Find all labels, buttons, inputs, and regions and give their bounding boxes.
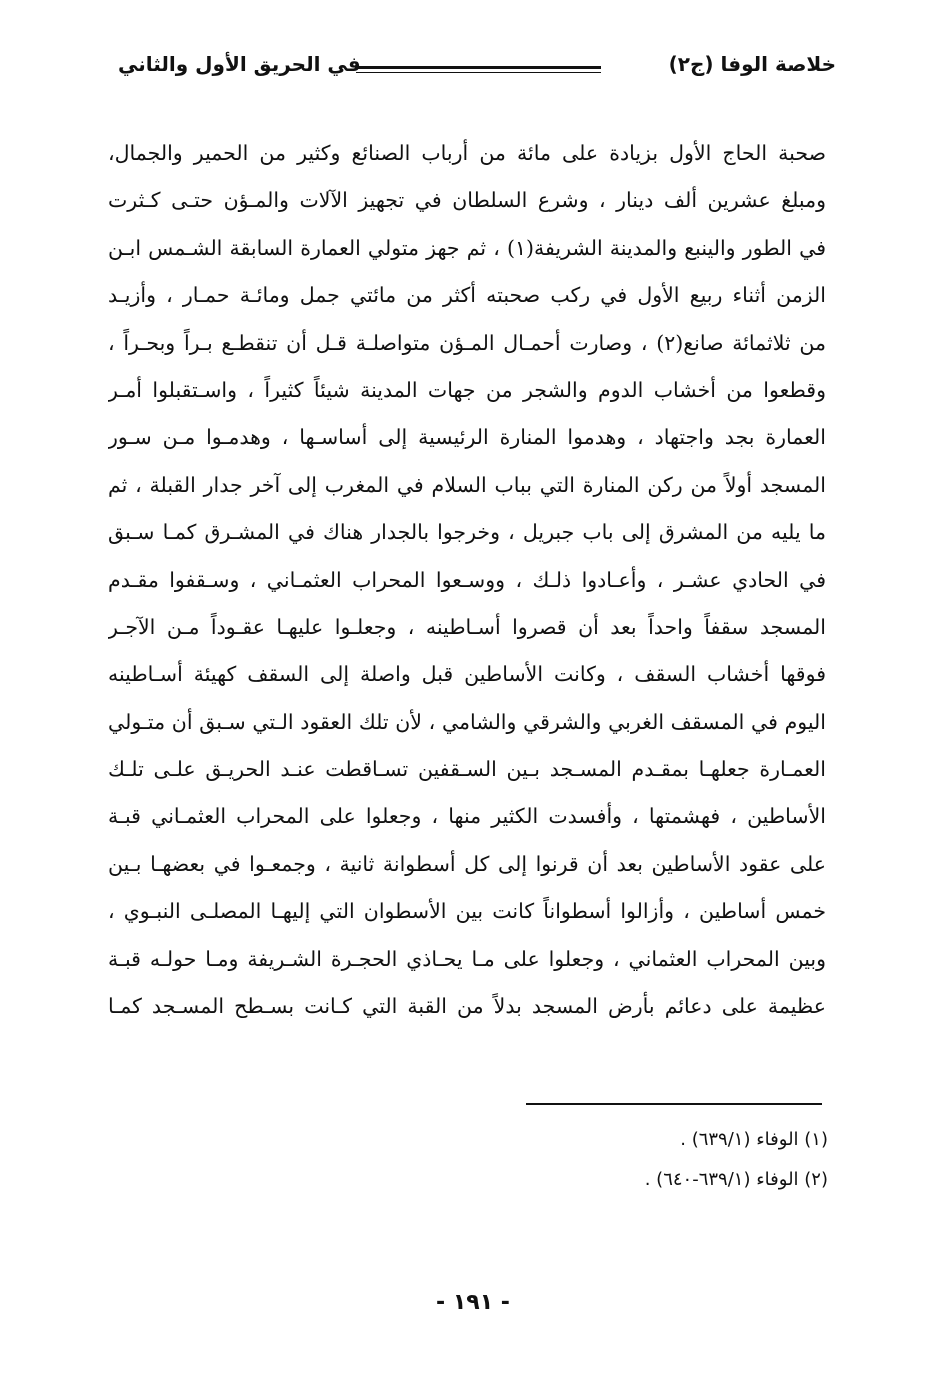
body-line: على عقود الأساطين بعد أن قرنوا إلى كل أسطوانة ثانية ، وجمعـوا في بعضهـا بـين xyxy=(108,851,826,876)
body-line: ومبلغ عشرين ألف دينار ، وشرع السلطان في تجهيز الآلات والمـؤن حتـى كـثرت xyxy=(108,188,826,213)
body-line: العمـارة جعلهـا بمقـدم المسـجد بـين السـقفين تسـاقطت عنـد الحريـق علـى تلـك xyxy=(108,757,826,782)
body-line: اليوم في المسقف الغربي والشرقي والشامي ، لأن تلك العقود الـتي سـبق أن متـولي xyxy=(108,709,826,734)
body-text xyxy=(108,130,826,1030)
footnotes xyxy=(645,1120,828,1200)
body-line: في الطور والينبع والمدينة الشريفة(١) ، ثم جهز متولي العمارة السابقة الشـمس ابـن xyxy=(108,235,826,260)
body-line: العمارة بجد واجتهاد ، وهدموا المنارة الرئيسية إلى أساسـها ، وهدمـوا مـن سـور xyxy=(108,425,826,450)
footnote-separator xyxy=(526,1103,822,1105)
header-rule xyxy=(356,66,601,69)
body-line: الزمن أثناء ربيع الأول في ركب صحبته أكثر من مائتي جمل ومائـة حمـار ، وأزيـد xyxy=(108,283,826,308)
body-line: خمس أساطين ، وأزالوا أسطواناً كانت بين الأسطوان التي إليهـا المصلـى النبـوي ، xyxy=(108,899,826,924)
header-title: خلاصة الوفا (ج٢) xyxy=(668,52,836,76)
body-line: المسجد سقفاً واحداً بعد أن قصروا أسـاطينه ، وجعلـوا عليهـا عقـوداً مـن الآجـر xyxy=(108,614,826,639)
body-line: ما يليه من المشرق إلى باب جبريل ، وخرجوا بالجدار هناك في المشـرق كمـا سـبق xyxy=(108,520,826,545)
body-line: وقطعوا من أخشاب الدوم والشجر من جهات المدينة شيئاً كثيراً ، واسـتقبلوا أمـر xyxy=(108,377,826,402)
body-line: وبين المحراب العثماني ، وجعلوا على مـا يحـاذي الحجـرة الشـريفة ومـا حولـه قبـة xyxy=(108,946,826,971)
body-line: المسجد أولاً من ركن المنارة التي بباب السلام في المغرب إلى آخر جدار القبلة ، ثم xyxy=(108,472,826,497)
body-line: فوقها أخشاب السقف ، وكانت الأساطين قبل واصلة إلى السقف كهيئة أسـاطينه xyxy=(108,662,826,687)
body-line: صحبة الحاج الأول بزيادة على مائة من أرباب الصنائع وكثير من الحمير والجمال، xyxy=(108,141,826,165)
header-subtitle: في الحريق الأول والثاني xyxy=(118,52,361,76)
body-line: عظيمة على دعائم بأرض المسجد بدلاً من القبة التي كـانت بسـطح المسـجد كمـا xyxy=(108,994,826,1019)
footnote: (١) الوفاء (٦٣٩/١) . xyxy=(680,1129,828,1150)
body-line: الأساطين ، فهشمتها ، وأفسدت الكثير منها ، وجعلوا على المحراب العثمـاني قبـة xyxy=(108,804,826,829)
header-rule-thin xyxy=(356,72,601,73)
page-number: - ١٩١ - xyxy=(436,1290,510,1315)
body-line: من ثلاثمائة صانع(٢) ، وصارت أحمـال المـؤن متواصلـة قـل أن تنقطـع بـراً وبحـراً ، xyxy=(108,330,826,355)
running-header xyxy=(118,48,836,88)
footnote: (٢) الوفاء (٦٣٩/١-٦٤٠) . xyxy=(644,1169,828,1190)
body-line: في الحادي عشـر ، وأعـادوا ذلـك ، ووسـعوا المحراب العثمـاني ، وسـقفوا مقـدم xyxy=(108,567,826,592)
